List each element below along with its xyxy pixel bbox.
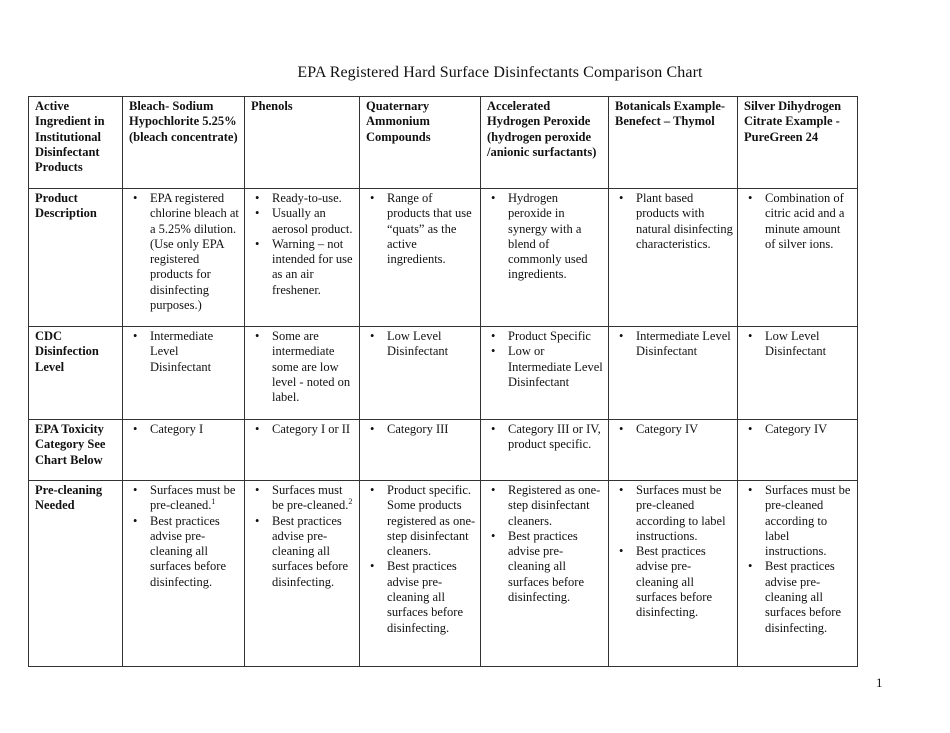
list-item: • Category IV [636,422,733,437]
table-cell [245,481,360,667]
list-item: • EPA registered chlorine bleach at a 5.25% dilution. (Use only EPA registered products for disinfecting purposes.) [150,191,240,313]
list-item: • Best practices advise pre-cleaning all surfaces before disinfecting. [508,529,604,605]
header-row [29,97,858,189]
list-item: • Surfaces must be pre-cleaned according to label instructions. [765,483,853,559]
table-cell [360,420,481,481]
list-item-text: Surfaces must be pre-cleaned. [150,483,236,513]
list-item: • Usually an aerosol product. [272,206,355,237]
header-bleach: Bleach- Sodium Hypochlorite 5.25% (bleach concentrate) [123,97,245,189]
table-row [29,189,858,327]
table-cell [738,420,858,481]
list-item [272,483,355,514]
table-cell [738,481,858,667]
list-item: • Product Specific [508,329,604,344]
list-item: • Hydrogen peroxide in synergy with a blend of commonly used ingredients. [508,191,604,283]
list-item: • Best practices advise pre-cleaning all surfaces before disinfecting. [636,544,733,620]
table-cell [123,481,245,667]
table-cell [481,327,609,420]
row-label-product-description: Product Description [29,189,123,327]
list-item: • Category I [150,422,240,437]
row-label-cdc-level: CDC Disinfection Level [29,327,123,420]
header-silver-citrate: Silver Dihydrogen Citrate Example - PureGreen 24 [738,97,858,189]
list-item: • Best practices advise pre-cleaning all surfaces before disinfecting. [272,514,355,590]
table-cell [360,481,481,667]
table-row [29,481,858,667]
table-cell [123,420,245,481]
table-cell [609,420,738,481]
list-item: • Category III or IV, product specific. [508,422,604,453]
table-cell [481,189,609,327]
list-item: • Category IV [765,422,853,437]
list-item: • Range of products that use “quats” as the active ingredients. [387,191,476,267]
row-label-pre-cleaning: Pre-cleaning Needed [29,481,123,667]
table-cell [738,327,858,420]
list-item: • Category I or II [272,422,355,437]
table-cell [360,327,481,420]
footnote-marker: 1 [211,497,216,507]
table-row [29,327,858,420]
table-cell [609,327,738,420]
list-item: • Surfaces must be pre-cleaned according to label instructions. [636,483,733,544]
list-item: • Best practices advise pre-cleaning all surfaces before disinfecting. [765,559,853,635]
list-item: • Registered as one-step disinfectant cleaners. [508,483,604,529]
table-cell [123,327,245,420]
list-item: • Best practices advise pre-cleaning all surfaces before disinfecting. [387,559,476,635]
comparison-table [28,96,858,667]
list-item-text: Surfaces must be pre-cleaned. [272,483,349,513]
list-item: • Low or Intermediate Level Disinfectant [508,344,604,390]
list-item: • Ready-to-use. [272,191,355,206]
list-item: • Low Level Disinfectant [387,329,476,360]
list-item: • Combination of citric acid and a minute amount of silver ions. [765,191,853,252]
row-label-epa-toxicity: EPA Toxicity Category See Chart Below [29,420,123,481]
list-item: • Plant based products with natural disinfecting characteristics. [636,191,733,252]
table-row [29,420,858,481]
table-cell [360,189,481,327]
table-cell [609,481,738,667]
table-cell [481,420,609,481]
table-cell [738,189,858,327]
header-quats: Quaternary Ammonium Compounds [360,97,481,189]
list-item: • Best practices advise pre-cleaning all surfaces before disinfecting. [150,514,240,590]
header-botanicals: Botanicals Example- Benefect – Thymol [609,97,738,189]
header-hydrogen-peroxide: Accelerated Hydrogen Peroxide (hydrogen peroxide /anionic surfactants) [481,97,609,189]
table-cell [609,189,738,327]
list-item: • Category III [387,422,476,437]
list-item: • Warning – not intended for use as an air freshener. [272,237,355,298]
list-item: • Some are intermediate some are low level - noted on label. [272,329,355,405]
list-item [150,483,240,514]
table-cell [245,327,360,420]
page-title: EPA Registered Hard Surface Disinfectants Comparison Chart [297,64,703,81]
list-item: • Product specific. Some products registered as one-step disinfectant cleaners. [387,483,476,559]
list-item: • Intermediate Level Disinfectant [150,329,240,375]
table-cell [123,189,245,327]
table-cell [481,481,609,667]
table-cell [245,420,360,481]
list-item: • Low Level Disinfectant [765,329,853,360]
header-phenols: Phenols [245,97,360,189]
table-cell [245,189,360,327]
footnote-marker: 2 [348,497,353,507]
page-number: 1 [876,675,883,690]
header-active-ingredient: Active Ingredient in Institutional Disinfectant Products [29,97,123,189]
list-item: • Intermediate Level Disinfectant [636,329,733,360]
